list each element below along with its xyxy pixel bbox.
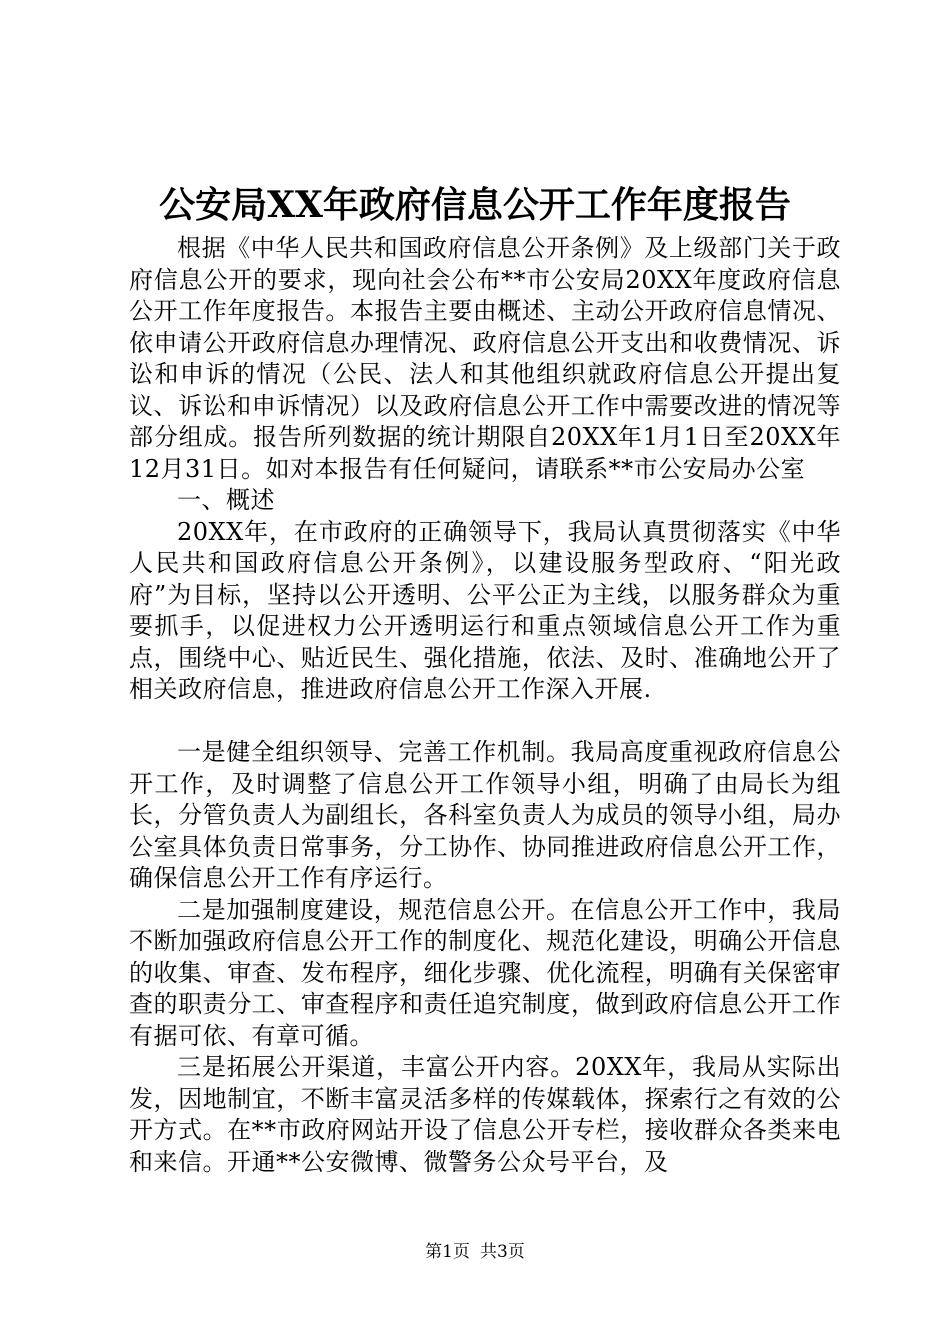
page-footer [0,1240,950,1264]
document-body [129,233,841,1178]
overview-paragraph: 20XX年，在市政府的正确领导下，我局认真贯彻落实《中华人民共和国政府信息公开条例》，以建设服务型政府、“阳光政府”为目标，坚持以公开透明、公平公正为主线，以服务群众为重要抓手，以促进权力公开透明运行和重点领域信息公开工作为重点，围绕中心、贴近民生、强化措施，依法、及时、准确地公开了相关政府信息，推进政府信息公开工作深入开展. [129,517,841,703]
point-two-paragraph: 二是加强制度建设，规范信息公开。在信息公开工作中，我局不断加强政府信息公开工作的制度化、规范化建设，明确公开信息的收集、审查、发布程序，细化步骤、优化流程，明确有关保密审查的职责分工、审查程序和责任追究制度，做到政府信息公开工作有据可依、有章可循。 [129,895,841,1050]
section-heading-overview: 一、概述 [177,486,275,514]
paragraph-spacer [129,706,841,738]
page-total: 共3页 [480,1242,525,1262]
point-one-paragraph: 一是健全组织领导、完善工作机制。我局高度重视政府信息公开工作，及时调整了信息公开工作领导小组，明确了由局长为组长，分管负责人为副组长，各科室负责人为成员的领导小组，局办公室具体负责日常事务，分工协作、协同推进政府信息公开工作，确保信息公开工作有序运行。 [129,738,841,892]
point-three-paragraph: 三是拓展公开渠道，丰富公开内容。20XX年，我局从实际出发，因地制宜，不断丰富灵活多样的传媒载体，探索行之有效的公开方式。在**市政府网站开设了信息公开专栏，接收群众各类来电和来信。开通**公安微博、微警务公众号平台，及 [129,1053,841,1176]
document-title: 公安局XX年政府信息公开工作年度报告 [159,184,791,226]
intro-paragraph: 根据《中华人民共和国政府信息公开条例》及上级部门关于政府信息公开的要求，现向社会公布**市公安局20XX年度政府信息公开工作年度报告。本报告主要由概述、主动公开政府信息情况、依申请公开政府信息办理情况、政府信息公开支出和收费情况、诉讼和申诉的情况（公民、法人和其他组织就政府信息公开提出复议、诉讼和申诉情况）以及政府信息公开工作中需要改进的情况等部分组成。报告所列数据的统计期限自20XX年1月1日至20XX年12月31日。如对本报告有任何疑问，请联系**市公安局办公室 [129,234,841,483]
page-number: 第1页 [425,1242,470,1262]
